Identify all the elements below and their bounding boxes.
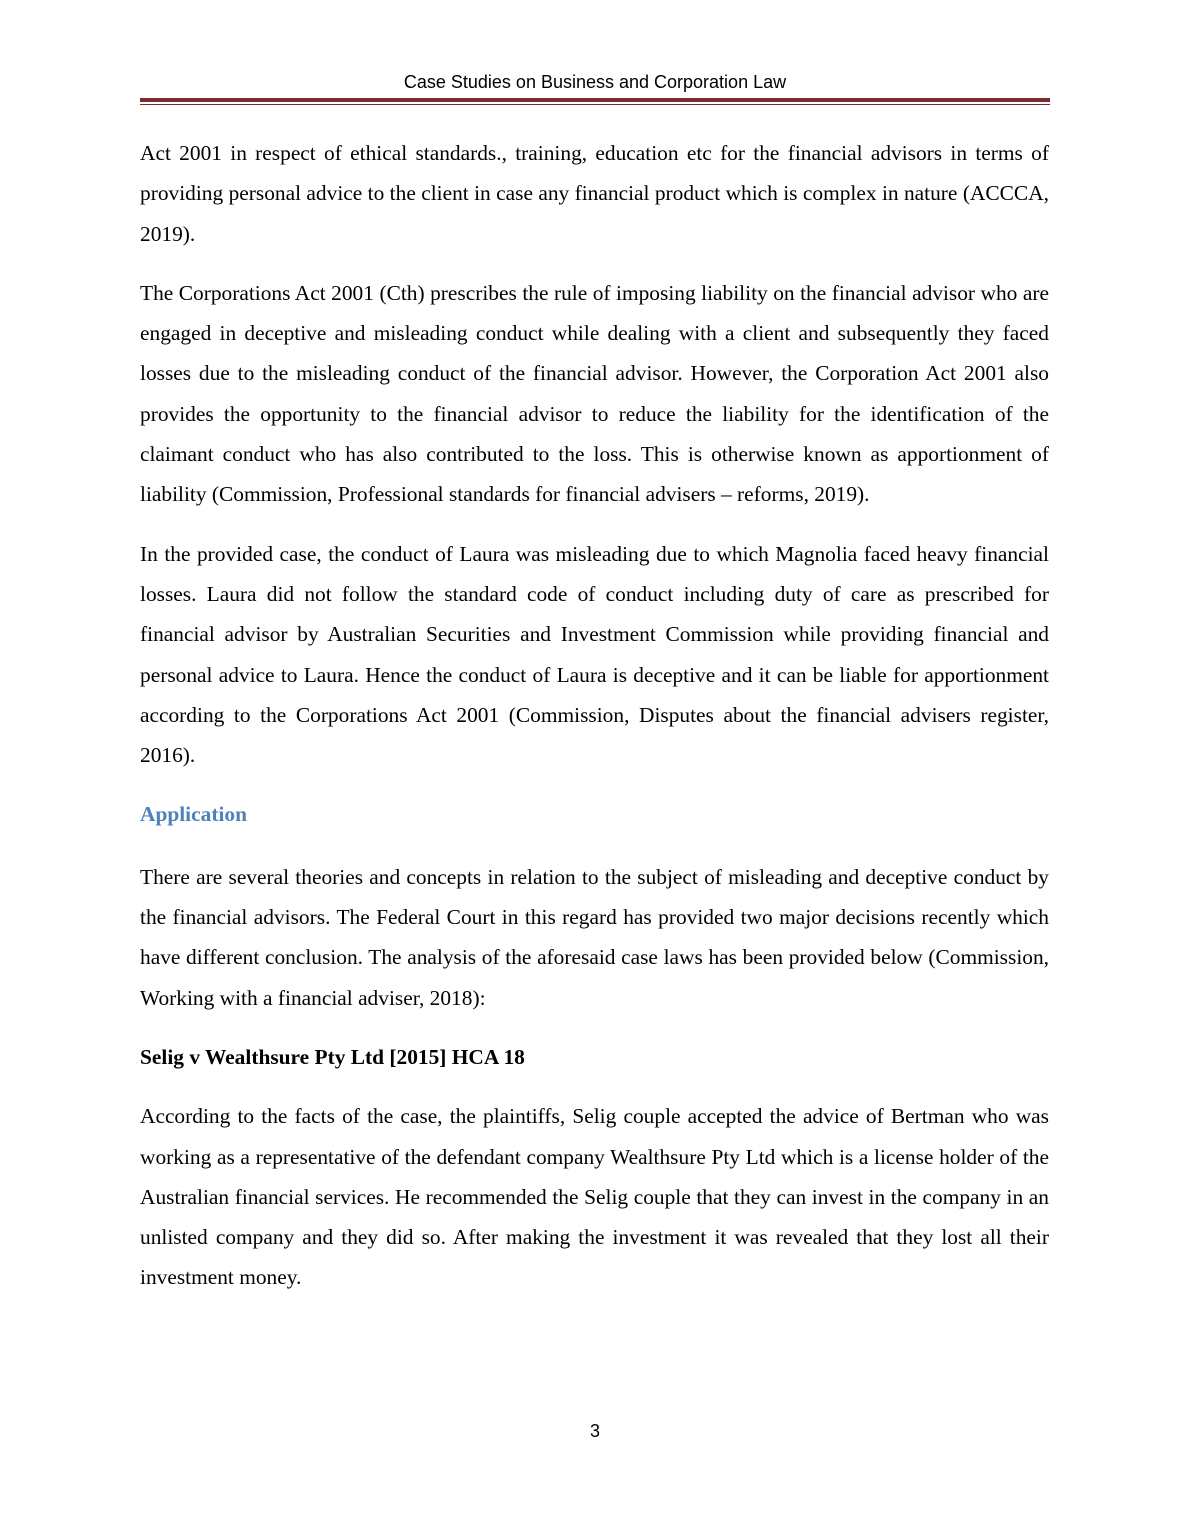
header-divider-thin (140, 104, 1050, 105)
paragraph-2: The Corporations Act 2001 (Cth) prescribes the rule of imposing liability on the financial advisor who are engaged in deceptive and misleading conduct while dealing with a client and subsequently they faced losses due to the misleading conduct of the financial advisor. However, the Corporation Act 2001 also provides the opportunity to the financial advisor to reduce the liability for the identification of the claimant conduct who has also contributed to the loss. This is otherwise known as apportionment of liability (Commission, Professional standards for financial advisers – reforms, 2019). (140, 280, 1049, 507)
paragraph-5: According to the facts of the case, the plaintiffs, Selig couple accepted the advice of Bertman who was working as a representative of the defendant company Wealthsure Pty Ltd which is a license holder of the Australian financial services. He recommended the Selig couple that they can invest in the company in an unlisted company and they did so. After making the investment it was revealed that they lost all their investment money. (140, 1104, 1049, 1290)
paragraph-4: There are several theories and concepts in relation to the subject of misleading and deceptive conduct by the financial advisors. The Federal Court in this regard has provided two major decisions recently which have different conclusion. The analysis of the aforesaid case laws has been provided below (Commission, Working with a financial adviser, 2018): (140, 864, 1049, 1010)
paragraph-1: Act 2001 in respect of ethical standards., training, education etc for the financial advisors in terms of providing personal advice to the client in case any financial product which is complex in nature (ACCCA, 2019). (140, 141, 1049, 246)
section-heading-application: Application (140, 802, 247, 827)
document-body (140, 133, 1049, 1298)
page-number: 3 (589, 1421, 600, 1441)
page-header-title: Case Studies on Business and Corporation Law (403, 72, 787, 92)
header-divider (140, 98, 1050, 105)
case-heading: Selig v Wealthsure Pty Ltd [2015] HCA 18 (140, 1044, 525, 1069)
paragraph-3: In the provided case, the conduct of Laura was misleading due to which Magnolia faced heavy financial losses. Laura did not follow the standard code of conduct including duty of care as prescribed for financial advisor by Australian Securities and Investment Commission while providing financial and personal advice to Laura. Hence the conduct of Laura is deceptive and it can be liable for apportionment according to the Corporations Act 2001 (Commission, Disputes about the financial advisers register, 2016). (140, 541, 1049, 768)
header-divider-thick (140, 98, 1050, 102)
